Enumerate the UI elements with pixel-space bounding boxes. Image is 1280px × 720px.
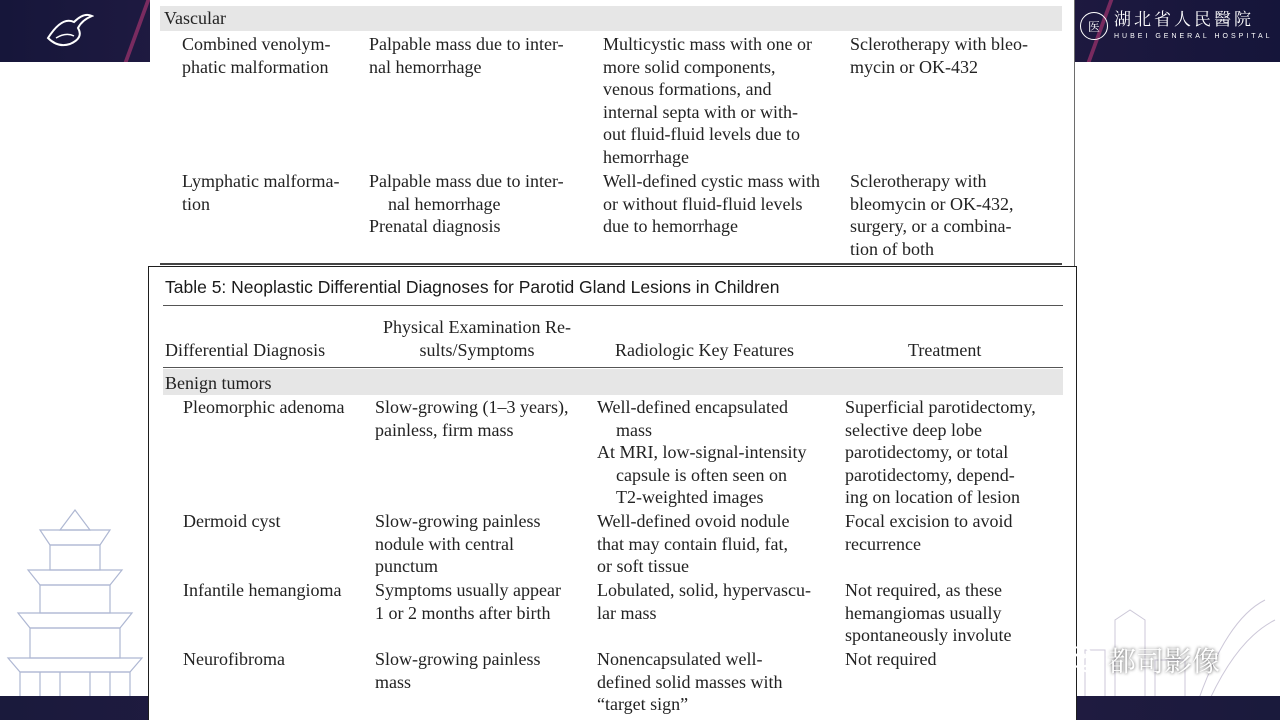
header-radiology: Radiologic Key Features xyxy=(615,340,794,360)
radiology-cell: Nonencapsulated well- defined solid masses with “target sign” xyxy=(597,649,783,715)
section-row-benign xyxy=(163,369,1063,395)
header-bottom-rule xyxy=(163,367,1063,368)
radiology-cell: Well-defined ovoid nodule that may contain fluid, fat, or soft tissue xyxy=(597,511,790,577)
symptoms-cell: Slow-growing (1–3 years), painless, firm mass xyxy=(375,397,569,440)
hospital-logo xyxy=(1080,12,1273,40)
symptoms-cell: Symptoms usually appear 1 or 2 months after birth xyxy=(375,580,561,623)
diagnosis-cell: Combined venolym- phatic malformation xyxy=(182,34,331,77)
diagnosis-cell: Infantile hemangioma xyxy=(183,580,342,600)
radiology-cell: Multicystic mass with one or more solid components, venous formations, and internal septa with or with- out fluid-fluid levels due to hemorrhage xyxy=(603,34,812,167)
symptoms-cell: Slow-growing painless mass xyxy=(375,649,541,692)
wechat-watermark xyxy=(1066,640,1220,680)
section-label: Benign tumors xyxy=(165,373,272,393)
radiology-cell: Lobulated, solid, hypervascu- lar mass xyxy=(597,580,811,623)
treatment-cell: Not required xyxy=(845,649,937,669)
header-symptoms: Physical Examination Re- sults/Symptoms xyxy=(383,317,571,360)
radiology-cell: Well-defined encapsulated mass At MRI, low-signal-intensity capsule is often seen on T2-weighted images xyxy=(597,397,807,508)
previous-table-fragment xyxy=(150,0,1075,266)
wechat-icon xyxy=(1066,645,1102,675)
symptoms-cell: Palpable mass due to inter- nal hemorrhage xyxy=(369,34,564,77)
section-label: Vascular xyxy=(164,8,226,28)
diagnosis-cell: Lymphatic malforma- tion xyxy=(182,171,340,214)
treatment-cell: Focal excision to avoid recurrence xyxy=(845,511,1013,554)
hospital-name-en: HUBEI GENERAL HOSPITAL xyxy=(1114,33,1273,40)
diagnosis-cell: Pleomorphic adenoma xyxy=(183,397,345,417)
diagnosis-cell: Neurofibroma xyxy=(183,649,285,669)
decor-streak xyxy=(124,0,151,62)
treatment-cell: Sclerotherapy with bleomycin or OK-432, surgery, or a combina- tion of both xyxy=(850,171,1014,259)
treatment-cell: Superficial parotidectomy, selective deep lobe parotidectomy, or total parotidectomy, depend- ing on location of lesion xyxy=(845,397,1036,508)
crane-logo-icon xyxy=(44,8,94,52)
hospital-seal-icon: 医 xyxy=(1080,12,1108,40)
header-treatment: Treatment xyxy=(908,340,982,360)
treatment-cell: Not required, as these hemangiomas usually spontaneously involute xyxy=(845,580,1012,646)
treatment-cell: Sclerotherapy with bleo- mycin or OK-432 xyxy=(850,34,1028,77)
watermark-text: 都司影像 xyxy=(1108,645,1221,678)
header-top-rule xyxy=(163,305,1063,306)
symptoms-cell: Slow-growing painless nodule with central punctum xyxy=(375,511,541,577)
hospital-name-cn: 湖北省人民醫院 xyxy=(1114,10,1254,30)
diagnosis-cell: Dermoid cyst xyxy=(183,511,281,531)
table-title: Table 5: Neoplastic Differential Diagnoses for Parotid Gland Lesions in Children xyxy=(165,277,780,297)
header-diagnosis: Differential Diagnosis xyxy=(165,340,326,360)
table-5 xyxy=(148,266,1077,720)
symptoms-cell: Palpable mass due to inter- nal hemorrhage Prenatal diagnosis xyxy=(369,171,564,237)
section-row-vascular xyxy=(160,6,1062,31)
radiology-cell: Well-defined cystic mass with or without fluid-fluid levels due to hemorrhage xyxy=(603,171,820,237)
yellow-crane-tower-icon xyxy=(0,500,150,720)
table-bottom-rule xyxy=(160,263,1062,265)
